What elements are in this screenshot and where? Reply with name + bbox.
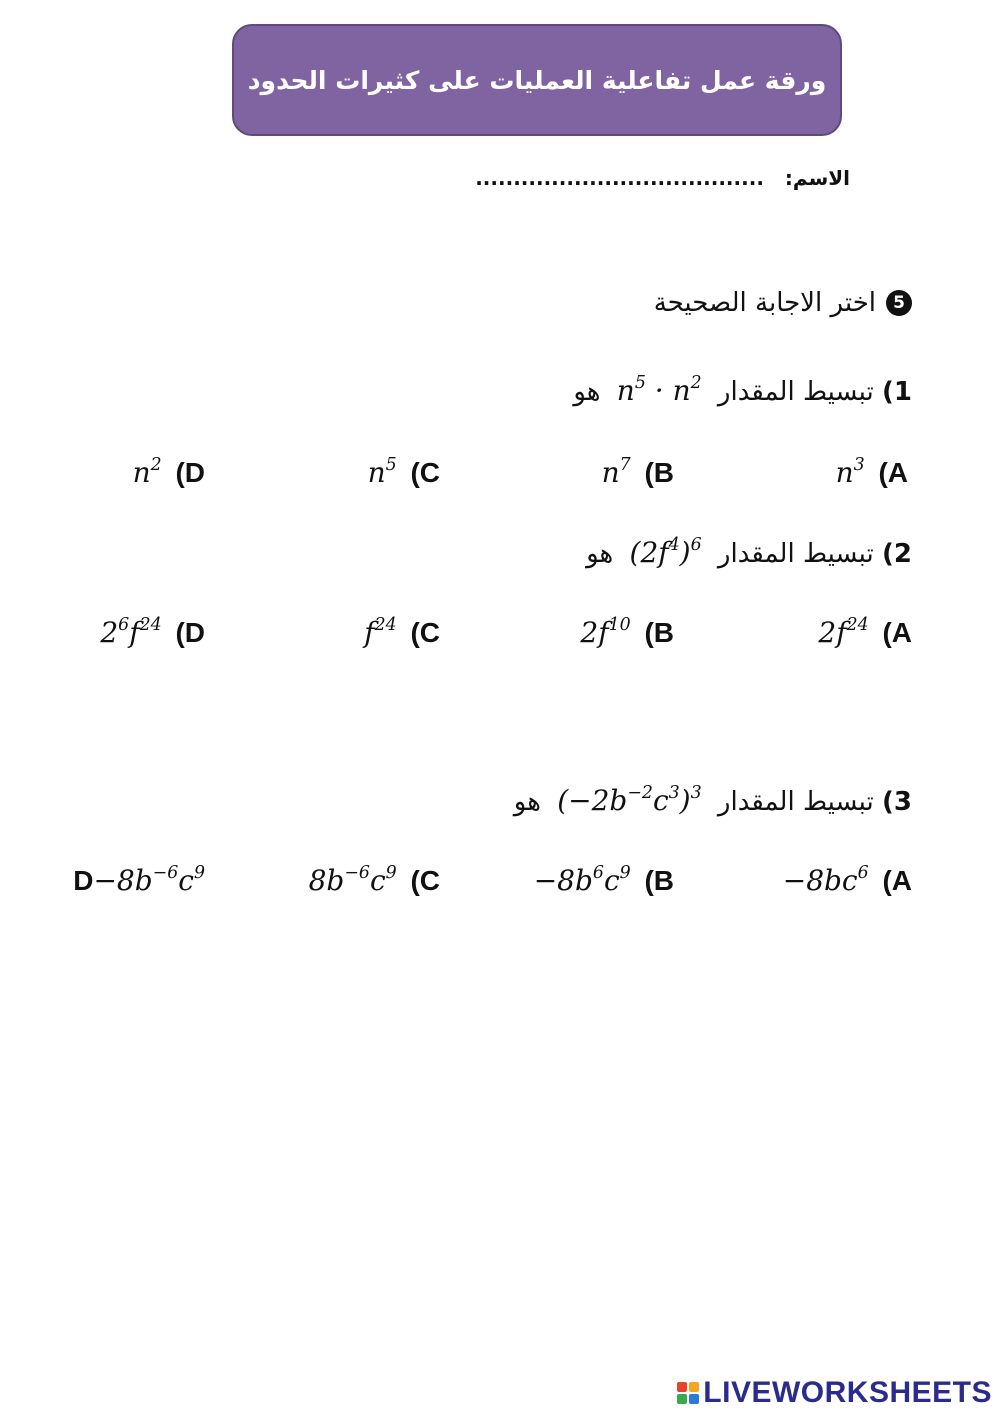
- q2-option-a[interactable]: [818, 616, 912, 649]
- q3-option-a[interactable]: [783, 864, 912, 897]
- logo-square: [689, 1382, 699, 1392]
- question-2: [586, 536, 912, 569]
- question-number: 3): [882, 787, 912, 817]
- worksheet-title: ورقة عمل تفاعلية العمليات على كثيرات الحدود: [247, 65, 827, 95]
- name-label: الاسم:: [784, 166, 850, 190]
- logo-square: [677, 1382, 687, 1392]
- option-expression: $n^5$: [367, 454, 397, 489]
- section-number-badge: 5: [886, 290, 912, 316]
- option-expression: $-8b^6c^9$: [533, 862, 631, 897]
- name-field[interactable]: ......................................: [475, 166, 764, 190]
- q2-option-d[interactable]: [100, 616, 205, 649]
- option-label: (C: [410, 617, 440, 648]
- option-expression: $2f^{10}$: [580, 614, 631, 649]
- question-suffix: هو: [513, 787, 541, 817]
- option-expression: $n^2$: [132, 454, 162, 489]
- liveworksheets-logo: [677, 1376, 992, 1410]
- option-label: (D: [175, 617, 205, 648]
- q2-option-c[interactable]: [364, 616, 440, 649]
- logo-square: [677, 1394, 687, 1404]
- question-number: 1): [882, 377, 912, 407]
- q3-option-d[interactable]: [73, 864, 205, 897]
- option-expression: $-8bc^6$: [782, 862, 869, 897]
- option-expression: $2^6f^{24}$: [100, 614, 162, 649]
- question-3: [514, 784, 912, 817]
- option-expression: $-8b^{-6}c^9$: [93, 862, 205, 897]
- logo-square: [689, 1394, 699, 1404]
- option-label: (A: [878, 457, 908, 488]
- section-instruction: [654, 288, 912, 318]
- question-expression: $(-2b^{-2}c^3)^3$: [557, 782, 702, 817]
- question-prefix: تبسيط المقدار: [717, 377, 874, 407]
- student-name-row: [475, 166, 850, 190]
- option-label: D: [73, 865, 94, 896]
- logo-mark-icon: [677, 1382, 699, 1404]
- q1-option-d[interactable]: [133, 456, 205, 489]
- worksheet-title-banner: [232, 24, 842, 136]
- option-expression: $8b^{-6}c^9$: [308, 862, 397, 897]
- option-expression: $2f^{24}$: [818, 614, 869, 649]
- q1-option-c[interactable]: [368, 456, 440, 489]
- question-suffix: هو: [573, 377, 601, 407]
- option-label: (B: [644, 617, 674, 648]
- question-prefix: تبسيط المقدار: [717, 539, 874, 569]
- option-label: (B: [644, 865, 674, 896]
- option-expression: $n^7$: [601, 454, 631, 489]
- q3-option-b[interactable]: [534, 864, 674, 897]
- q2-option-b[interactable]: [580, 616, 674, 649]
- option-label: (D: [175, 457, 205, 488]
- option-label: (C: [410, 865, 440, 896]
- q1-option-a[interactable]: [836, 456, 908, 489]
- q1-option-b[interactable]: [602, 456, 674, 489]
- option-expression: $n^3$: [835, 454, 865, 489]
- option-label: (C: [410, 457, 440, 488]
- option-expression: $f^{24}$: [364, 614, 397, 649]
- question-number: 2): [882, 539, 912, 569]
- instruction-text: اختر الاجابة الصحيحة: [653, 288, 876, 318]
- option-label: (B: [644, 457, 674, 488]
- option-label: (A: [882, 617, 912, 648]
- question-1: [573, 374, 912, 407]
- question-expression: $n^5 \cdot n^2$: [616, 372, 702, 407]
- brand-name: LIVEWORKSHEETS: [703, 1376, 992, 1409]
- question-suffix: هو: [586, 539, 614, 569]
- question-expression: $(2f^4)^6$: [629, 534, 702, 569]
- option-label: (A: [882, 865, 912, 896]
- question-prefix: تبسيط المقدار: [717, 787, 874, 817]
- q3-option-c[interactable]: [309, 864, 440, 897]
